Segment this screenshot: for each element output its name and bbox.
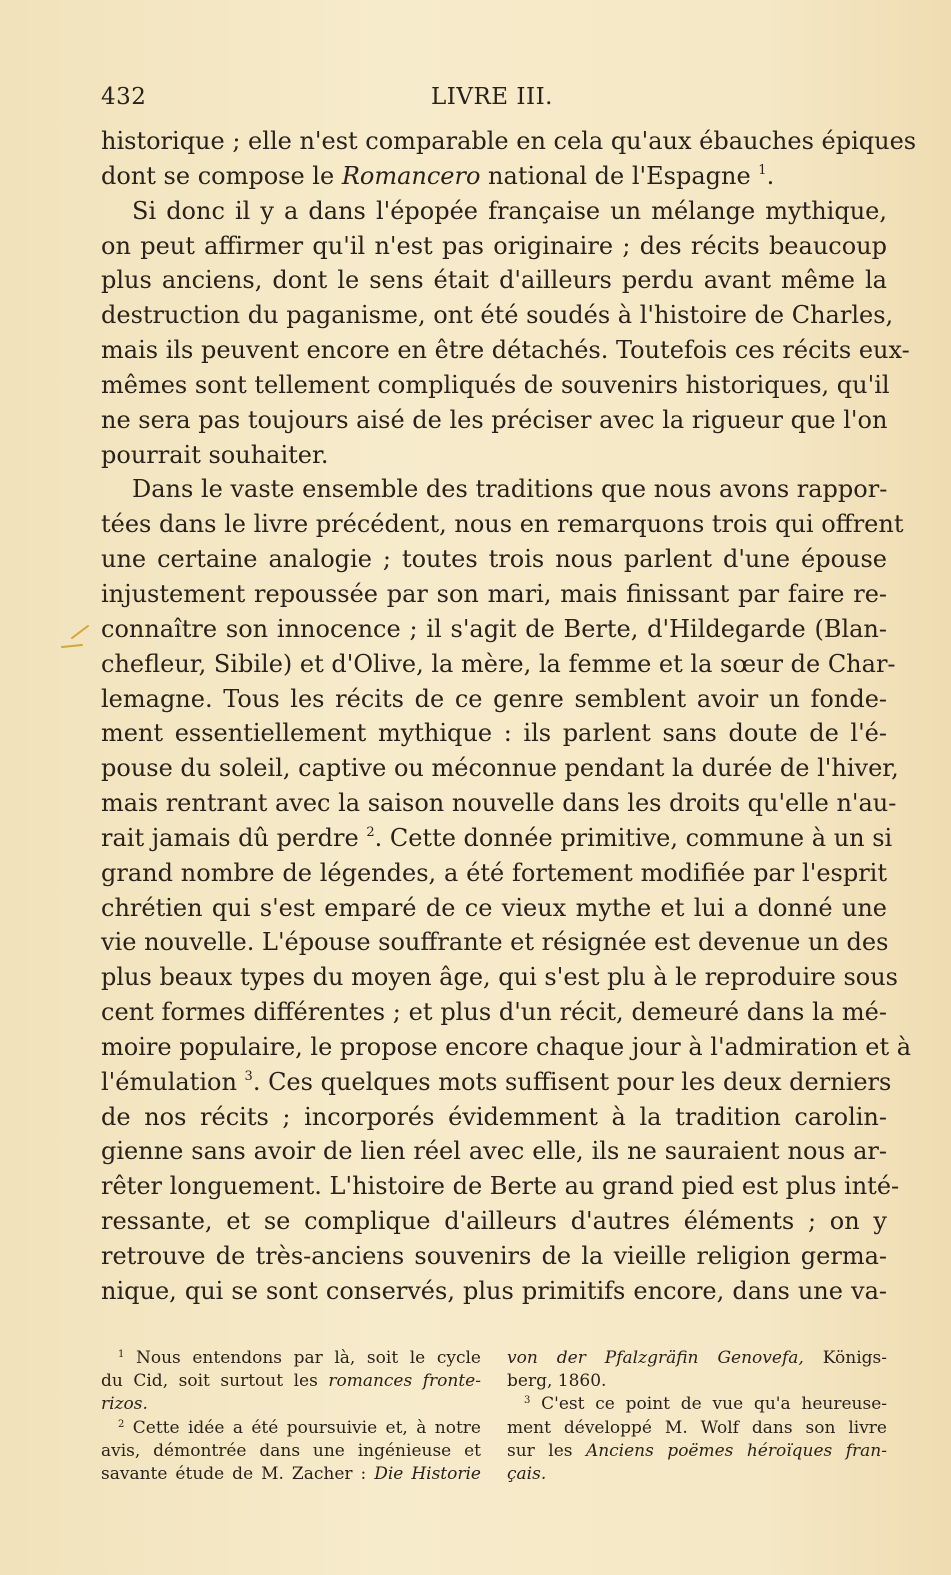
footnote-line: berg, 1860. [507,1371,607,1392]
text-line: tées dans le livre précédent, nous en remarquons trois qui offrent [101,510,904,539]
text-line: gienne sans avoir de lien réel avec elle, ils ne sauraient nous ar- [101,1137,887,1166]
page-header [101,84,883,114]
main-text [101,124,917,1309]
text-line: rêter longuement. L'histoire de Berte au grand pied est plus inté- [101,1172,900,1201]
page-number: 432 [101,84,147,110]
margin-pencil-mark [60,622,98,652]
footnote-line: $^3$ C'est ce point de vue qu'a heureuse- [524,1394,887,1415]
text-line: historique ; elle n'est comparable en cela qu'aux ébauches épiques [101,127,917,155]
footnote-line: rizos. [101,1394,148,1415]
text-line: moire populaire, le propose encore chaque jour à l'admiration et à [101,1032,912,1061]
italic-title: Romancero [341,161,481,190]
text-line: mais ils peuvent encore en être détachés. Toutefois ces récits eux- [101,336,910,365]
text-line: on peut affirmer qu'il n'est pas originaire ; des récits beaucoup [101,231,887,260]
text-line: pourrait souhaiter. [101,440,329,469]
footnote-ref: 1 [758,162,767,178]
text-line: l'émulation $^3$. Ces quelques mots suffisent pour les deux derniers [101,1067,892,1096]
footnote-ref: 3 [244,1068,253,1084]
footnote-line: du Cid, soit surtout les romances fronte- [101,1371,481,1392]
text-line: une certaine analogie ; toutes trois nous parlent d'une épouse [101,545,887,574]
text-line: dont se compose le Romancero national de l'Espagne $^1$. [101,161,775,190]
text-line: Si donc il y a dans l'épopée française un mélange mythique, [132,196,887,225]
text-line: lemagne. Tous les récits de ce genre semblent avoir un fonde- [101,684,887,713]
text-line: mêmes sont tellement compliqués de souvenirs historiques, qu'il [101,370,890,399]
footnotes-left-column [101,1347,481,1486]
text-line: pouse du soleil, captive ou méconnue pendant la durée de l'hiver, [101,754,899,783]
text-line: chrétien qui s'est emparé de ce vieux mythe et lui a donné une [101,893,887,922]
text-line: injustement repoussée par son mari, mais finissant par faire re- [101,579,887,608]
text-line: chefleur, Sibile) et d'Olive, la mère, la femme et la sœur de Char- [101,649,896,678]
text-line: Dans le vaste ensemble des traditions que nous avons rappor- [132,475,888,504]
text-line: de nos récits ; incorporés évidemment à la tradition carolin- [101,1102,887,1131]
footnote-line: ment développé M. Wolf dans son livre [507,1417,887,1438]
footnotes [101,1347,887,1486]
footnotes-right-column [507,1347,887,1486]
text-line: destruction du paganisme, ont été soudés à l'histoire de Charles, [101,301,894,330]
footnote-line: von der Pfalzgräfin Genovefa, Königs- [507,1348,887,1368]
footnote-line: avis, démontrée dans une ingénieuse et [101,1440,481,1461]
footnote-line: savante étude de M. Zacher : Die Historie [101,1464,481,1485]
running-head: LIVRE III. [431,84,553,110]
text-line: vie nouvelle. L'épouse souffrante et résignée est devenue un des [101,928,889,957]
text-line: cent formes différentes ; et plus d'un récit, demeuré dans la mé- [101,998,887,1027]
text-line: mais rentrant avec la saison nouvelle dans les droits qu'elle n'au- [101,789,897,818]
text-line: plus anciens, dont le sens était d'ailleurs perdu avant même la [101,266,887,295]
footnote-line: $^1$ Nous entendons par là, soit le cycle [118,1348,481,1368]
footnote-line: çais. [507,1464,547,1485]
text-line: grand nombre de légendes, a été fortement modifiée par l'esprit [101,858,887,887]
footnote-line: sur les Anciens poëmes héroïques fran- [507,1440,887,1461]
text-line: retrouve de très-anciens souvenirs de la vieille religion germa- [101,1242,887,1270]
text-line: nique, qui se sont conservés, plus primitifs encore, dans une va- [101,1276,887,1305]
text-line: ment essentiellement mythique : ils parlent sans doute de l'é- [101,719,887,748]
text-line: plus beaux types du moyen âge, qui s'est plu à le reproduire sous [101,963,898,992]
text-line: connaître son innocence ; il s'agit de Berte, d'Hildegarde (Blan- [101,614,887,643]
text-line: ne sera pas toujours aisé de les préciser avec la rigueur que l'on [101,405,888,434]
text-line: rait jamais dû perdre $^2$. Cette donnée primitive, commune à un si [101,823,893,852]
footnote-ref: 2 [366,824,375,840]
text-line: ressante, et se complique d'ailleurs d'autres éléments ; on y [101,1207,887,1236]
footnote-line: $^2$ Cette idée a été poursuivie et, à notre [118,1417,481,1438]
